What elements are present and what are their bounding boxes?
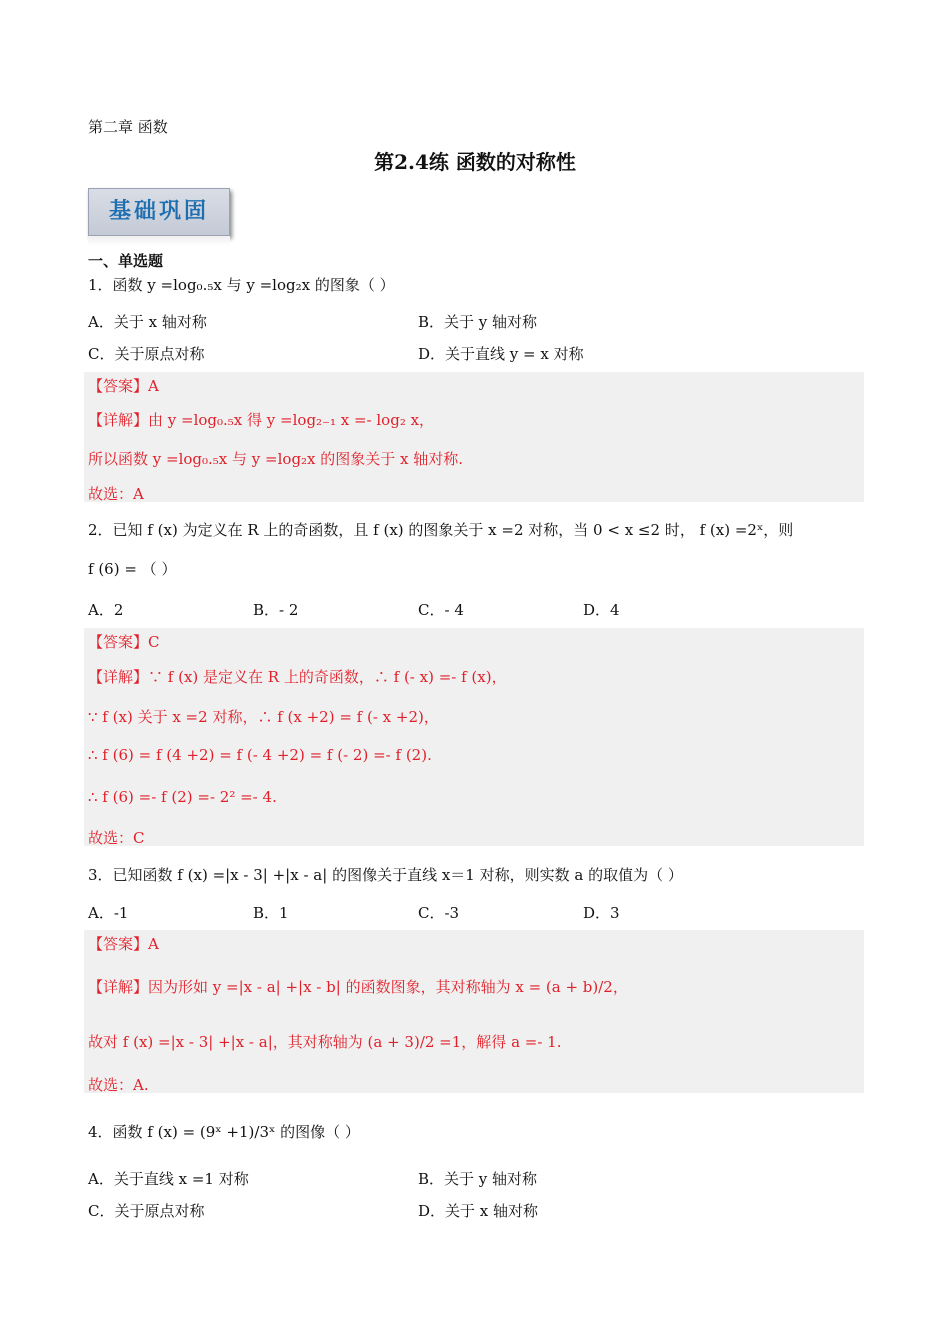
question-3-stem: 3．已知函数 f (x) =|x - 3| +|x - a| 的图像关于直线 x＝1 对称，则实数 a 的取值为（ ） bbox=[88, 866, 683, 884]
question-1-detail-2: 所以函数 y =log₀.₅x 与 y =log₂x 的图象关于 x 轴对称. bbox=[88, 450, 464, 468]
question-2-detail-4: ∴ f (6) =- f (2) =- 2² =- 4. bbox=[88, 788, 277, 806]
question-2-answer-box bbox=[84, 628, 864, 846]
section-badge bbox=[88, 188, 230, 236]
badge-label: 基础巩固 bbox=[108, 199, 209, 224]
question-4-option-d: D．关于 x 轴对称 bbox=[418, 1202, 539, 1220]
question-3-option-c: C．-3 bbox=[418, 904, 460, 922]
question-1-option-b: B．关于 y 轴对称 bbox=[418, 313, 538, 331]
question-3-answer: 【答案】A bbox=[88, 935, 159, 953]
page-title: 第2.4练 函数的对称性 bbox=[374, 150, 576, 174]
question-1-answer-box bbox=[84, 372, 864, 502]
question-3-option-d: D．3 bbox=[583, 904, 620, 922]
question-3-detail-1: 【详解】因为形如 y =|x - a| +|x - b| 的函数图象，其对称轴为 x = (a + b)/2， bbox=[88, 978, 628, 996]
question-1-detail-1: 【详解】由 y =log₀.₅x 得 y =log₂₋₁ x =- log₂ x， bbox=[88, 411, 435, 429]
question-3-option-a: A．-1 bbox=[88, 904, 129, 922]
question-2-detail-3: ∴ f (6) = f (4 +2) = f (- 4 +2) = f (- 2) =- f (2). bbox=[88, 746, 432, 764]
question-2-stem: 2．已知 f (x) 为定义在 R 上的奇函数，且 f (x) 的图象关于 x =2 对称，当 0 < x ≤2 时， f (x) =2ˣ，则 bbox=[88, 521, 794, 539]
question-2-option-b: B．- 2 bbox=[253, 601, 299, 619]
question-2-option-d: D．4 bbox=[583, 601, 620, 619]
question-4-stem: 4．函数 f (x) = (9ˣ +1)/3ˣ 的图像（ ） bbox=[88, 1123, 360, 1141]
question-2-detail-5: 故选：C bbox=[88, 829, 145, 847]
section-heading: 一、单选题 bbox=[88, 252, 164, 270]
chapter-label: 第二章 函数 bbox=[88, 118, 168, 136]
question-3-detail-2: 故对 f (x) =|x - 3| +|x - a|，其对称轴为 (a + 3)/2 =1，解得 a =- 1. bbox=[88, 1033, 562, 1051]
question-3-option-b: B．1 bbox=[253, 904, 289, 922]
question-1-option-a: A．关于 x 轴对称 bbox=[88, 313, 207, 331]
question-1-stem: 1．函数 y =log₀.₅x 与 y =log₂x 的图象（ ） bbox=[88, 276, 395, 294]
question-1-option-d: D．关于直线 y = x 对称 bbox=[418, 345, 584, 363]
question-1-option-c: C．关于原点对称 bbox=[88, 345, 205, 363]
question-2-detail-2: ∵ f (x) 关于 x =2 对称，∴ f (x +2) = f (- x +2)， bbox=[88, 708, 439, 726]
question-3-answer-box bbox=[84, 930, 864, 1093]
question-1-answer: 【答案】A bbox=[88, 377, 159, 395]
question-4-option-a: A．关于直线 x =1 对称 bbox=[88, 1170, 249, 1188]
badge-shadow bbox=[88, 236, 230, 246]
question-3-detail-3: 故选：A. bbox=[88, 1076, 149, 1094]
question-2-option-c: C．- 4 bbox=[418, 601, 464, 619]
question-4-option-c: C．关于原点对称 bbox=[88, 1202, 205, 1220]
question-2-detail-1: 【详解】∵ f (x) 是定义在 R 上的奇函数，∴ f (- x) =- f (x)， bbox=[88, 668, 507, 686]
question-4-option-b: B．关于 y 轴对称 bbox=[418, 1170, 538, 1188]
question-1-detail-3: 故选：A bbox=[88, 485, 144, 503]
question-2-option-a: A．2 bbox=[88, 601, 124, 619]
question-2-stem-cont: f (6) = （ ） bbox=[88, 560, 177, 578]
question-2-answer: 【答案】C bbox=[88, 633, 160, 651]
